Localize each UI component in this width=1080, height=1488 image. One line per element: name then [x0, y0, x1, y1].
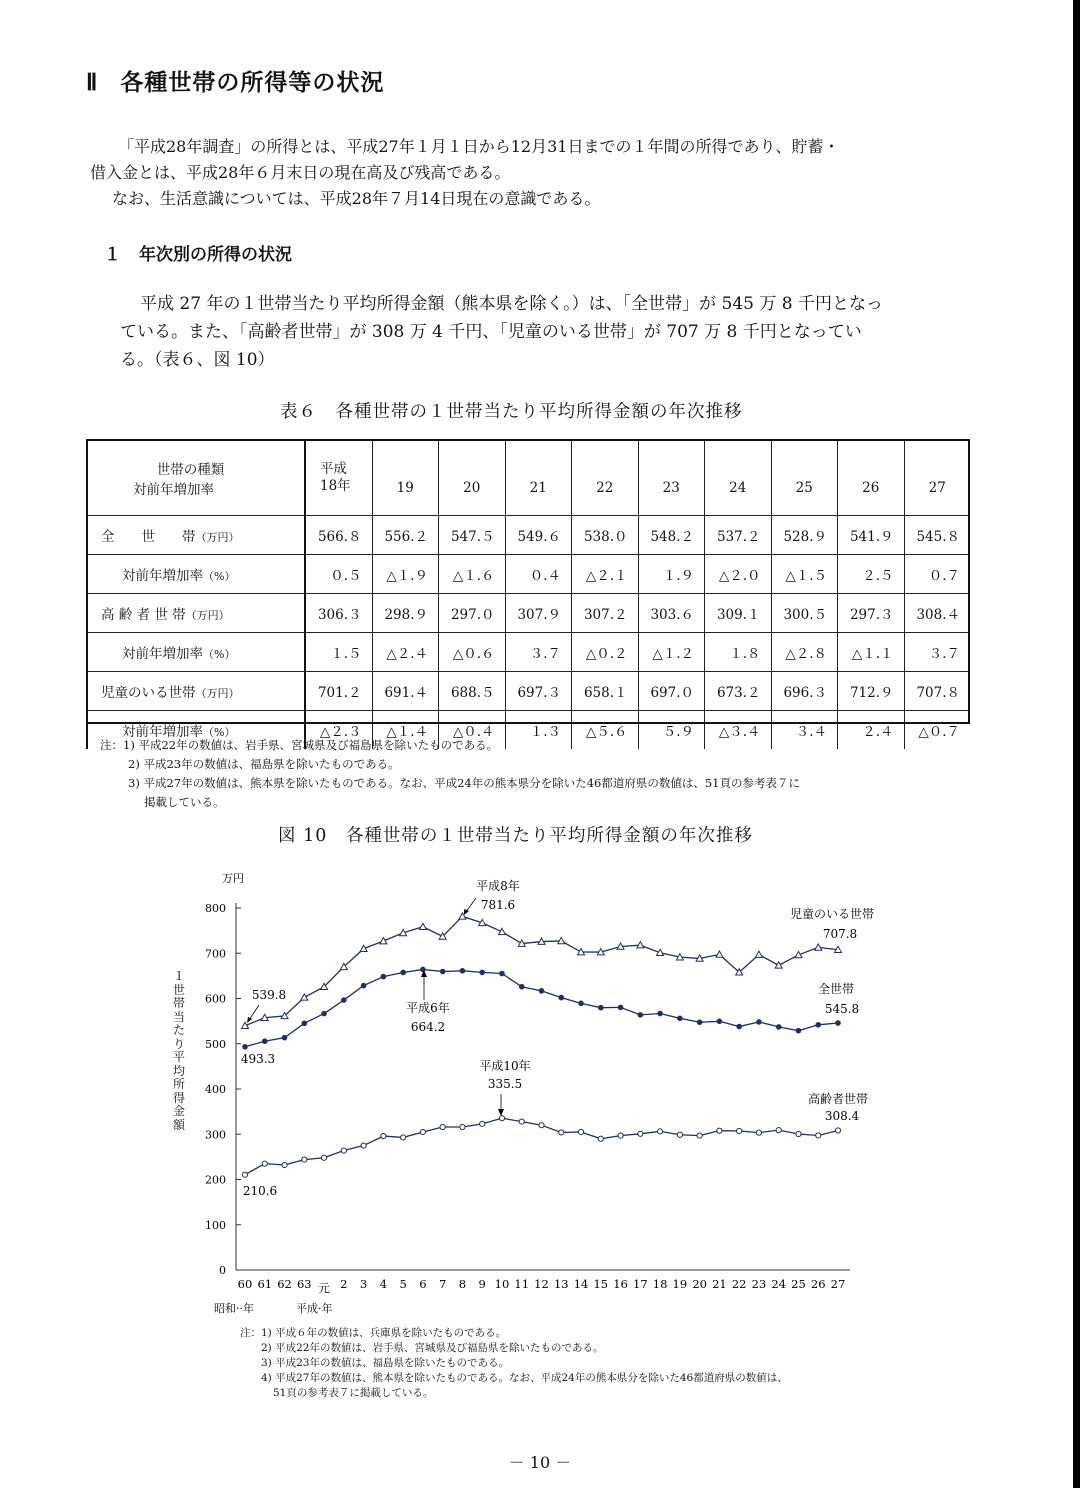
- table-cell: △２.１: [572, 555, 639, 594]
- data-point: [301, 994, 308, 1000]
- x-tick-label: 2: [340, 1277, 348, 1291]
- table-cell: △０.４: [439, 711, 506, 750]
- table-cell: 566.８: [305, 516, 372, 555]
- header-year-text: 26: [862, 480, 880, 496]
- table-note-1: 注：1) 平成22年の数値は、岩手県、宮城県及び福島県を除いたものである。: [100, 738, 499, 752]
- annotation-heisei6: 平成6年: [406, 1001, 450, 1015]
- header-label-line: 世帯の種類: [156, 462, 225, 478]
- x-tick-label: 22: [731, 1277, 747, 1291]
- y-tick-label: 0: [219, 1264, 226, 1277]
- table-cell: 712.９: [838, 672, 905, 711]
- table-row: [87, 516, 970, 555]
- data-point: [341, 1148, 346, 1153]
- data-point: [499, 971, 505, 977]
- y-tick-label: 100: [205, 1218, 226, 1232]
- x-tick-label: 19: [672, 1277, 688, 1291]
- header-year-cell: [572, 441, 639, 516]
- data-point: [400, 970, 406, 976]
- figure-note-3: 3) 平成23年の数値は、福島県を除いたものである。: [261, 1357, 509, 1369]
- row-label-cell: [87, 672, 305, 711]
- table-cell: △２.０: [705, 555, 772, 594]
- table-cell: １.５: [305, 633, 372, 672]
- x-tick-label: 8: [458, 1277, 467, 1291]
- data-point: [361, 1143, 366, 1148]
- income-line-chart: [0, 860, 1080, 1340]
- header-year-cell: [904, 441, 970, 516]
- data-point: [262, 1038, 268, 1044]
- x-tick-label: 5: [399, 1277, 407, 1291]
- data-point: [381, 974, 387, 980]
- y-tick-label: 600: [205, 992, 226, 1006]
- data-point: [420, 967, 426, 973]
- body-paragraph: [120, 290, 990, 374]
- x-tick-label: 16: [613, 1277, 628, 1291]
- annotation-arrow: [466, 898, 476, 912]
- row-label-cell: [87, 555, 305, 594]
- table-cell: ２.５: [838, 555, 905, 594]
- data-point: [558, 995, 564, 1001]
- data-point: [756, 1130, 761, 1135]
- table-cell: 541.９: [838, 516, 905, 555]
- data-point: [479, 970, 485, 976]
- table-cell: △１.５: [771, 555, 838, 594]
- data-point: [302, 1021, 308, 1027]
- body-line-2: ている。また、「高齢者世帯」が 308 万 4 千円、「児童のいる世帯」が 707 万 8 千円となってい: [120, 322, 862, 342]
- data-point: [539, 988, 545, 994]
- data-point: [480, 1121, 485, 1126]
- data-point: [618, 1133, 623, 1138]
- data-point: [815, 1022, 821, 1028]
- row-label: 児童のいる世帯: [101, 685, 196, 701]
- table-cell: 300.５: [771, 594, 838, 633]
- header-year-text: 22: [596, 480, 614, 496]
- figure-note-4: 4) 平成27年の数値は、熊本県を除いたものである。なお、平成24年の熊本県分を除いた46都道府県の数値は、: [261, 1372, 788, 1384]
- intro-line-1: 「平成28年調査」の所得とは、平成27年１月１日から12月31日までの１年間の所得であり、貯蓄・: [118, 137, 840, 156]
- table-row: [87, 555, 970, 594]
- table-cell: △５.６: [572, 711, 639, 750]
- x-tick-label: 14: [573, 1277, 589, 1291]
- row-label-cell: [87, 633, 305, 672]
- x-tick-label: 11: [514, 1277, 530, 1291]
- table-cell: 697.３: [505, 672, 572, 711]
- x-tick-label: 25: [791, 1277, 806, 1291]
- header-year-cell: [505, 441, 572, 516]
- data-point: [776, 1128, 781, 1133]
- body-line-1: 平成 27 年の１世帯当たり平均所得金額（熊本県を除く。）は、「全世帯」が 545 万 8 千円となっ: [140, 294, 883, 314]
- data-point: [598, 1005, 604, 1011]
- section-title: [86, 64, 384, 97]
- annotation-arrowhead: [498, 1109, 504, 1116]
- table-cell: 297.３: [838, 594, 905, 633]
- header-label-line: 対前年増加率: [133, 482, 214, 498]
- header-year-text: 25: [795, 480, 813, 496]
- annotation-493-3: 493.3: [240, 1052, 276, 1066]
- header-year-text: 24: [729, 480, 747, 496]
- table-cell: △０.２: [572, 633, 639, 672]
- table-cell: 547.５: [439, 516, 506, 555]
- row-unit: （万円）: [195, 531, 240, 544]
- header-year-text: 23: [662, 480, 680, 496]
- table-caption: 表６ 各種世帯の１世帯当たり平均所得金額の年次推移: [280, 402, 743, 422]
- table-cell: △１.４: [372, 711, 439, 750]
- annotation-arrow: [249, 1005, 259, 1020]
- row-unit: （%）: [203, 648, 236, 661]
- row-unit: （%）: [203, 726, 236, 739]
- y-tick-label: 700: [205, 947, 226, 961]
- header-label-cell: [87, 441, 305, 516]
- y-tick-label: 800: [205, 902, 226, 915]
- row-label-cell: [87, 594, 305, 633]
- table-cell: △３.４: [705, 711, 772, 750]
- data-point: [578, 1129, 583, 1134]
- data-point: [716, 951, 723, 957]
- data-point: [381, 1133, 386, 1138]
- x-tick-label: 17: [633, 1277, 648, 1291]
- table-row: [87, 594, 970, 633]
- data-point: [755, 951, 762, 957]
- table-note-3: 3) 平成27年の数値は、熊本県を除いたものである。なお、平成24年の熊本県分を除いた46都道府県の数値は、51頁の参考表７に: [128, 776, 800, 790]
- annotation-arrowhead: [464, 909, 469, 915]
- x-tick-label: 7: [439, 1277, 447, 1291]
- intro-line-2: 借入金とは、平成28年６月末日の現在高及び残高である。: [90, 163, 511, 182]
- data-point: [697, 1019, 703, 1025]
- data-point: [499, 1116, 504, 1121]
- table-cell: △１.９: [372, 555, 439, 594]
- section-number: Ⅱ: [86, 70, 99, 95]
- table-cell: 707.８: [904, 672, 970, 711]
- x-tick-label: 62: [277, 1277, 292, 1291]
- data-point: [242, 1044, 248, 1050]
- header-year-cell: [372, 441, 439, 516]
- y-unit-label: 万円: [222, 872, 244, 885]
- table-cell: 297.０: [439, 594, 506, 633]
- data-point: [598, 1136, 603, 1141]
- table-cell: ０.５: [305, 555, 372, 594]
- table-cell: 303.６: [638, 594, 705, 633]
- table-cell: １.９: [638, 555, 705, 594]
- intro-paragraph: [90, 134, 990, 212]
- annotation-545-8: 545.8: [824, 1002, 860, 1016]
- annotation-elderly-households: 高齢者世帯: [807, 1092, 869, 1106]
- data-point: [796, 1131, 801, 1136]
- table-cell: 556.２: [372, 516, 439, 555]
- row-label-cell: [87, 516, 305, 555]
- annotation-210-6: 210.6: [242, 1184, 278, 1198]
- header-year-text: 18年: [320, 478, 351, 494]
- header-year-text: 19: [396, 480, 414, 496]
- table-cell: 537.２: [705, 516, 772, 555]
- figure-note-2: 2) 平成22年の数値は、岩手県、宮城県及び福島県を除いたものである。: [261, 1342, 604, 1354]
- table-cell: △１.２: [638, 633, 705, 672]
- intro-line-3: なお、生活意識については、平成28年７月14日現在の意識である。: [112, 189, 601, 208]
- table-cell: △２.３: [305, 711, 372, 750]
- header-year-text: 20: [463, 480, 481, 496]
- table-cell: 307.２: [572, 594, 639, 633]
- data-point: [775, 962, 782, 968]
- header-year-cell: [838, 441, 905, 516]
- series-line-0: [245, 916, 838, 1025]
- data-point: [460, 1124, 465, 1129]
- table-cell: 673.２: [705, 672, 772, 711]
- table-cell: 538.０: [572, 516, 639, 555]
- data-point: [440, 969, 446, 975]
- annotation-781-6: 781.6: [480, 898, 516, 912]
- data-point: [559, 1130, 564, 1135]
- table-header-row: [87, 441, 970, 516]
- data-point: [440, 1124, 445, 1129]
- data-point: [618, 1005, 624, 1011]
- annotation-arrowhead: [247, 1017, 252, 1023]
- x-tick-label: 21: [712, 1277, 727, 1291]
- table-notes: [100, 736, 800, 812]
- table-cell: 549.６: [505, 516, 572, 555]
- table-cell: △１.１: [838, 633, 905, 672]
- figure-note-5: 51頁の参考表７に掲載している。: [273, 1387, 434, 1399]
- data-point: [419, 923, 426, 929]
- table-cell: 307.９: [505, 594, 572, 633]
- data-point: [717, 1128, 722, 1133]
- annotation-child-households: 児童のいる世帯: [789, 907, 875, 921]
- table-row: [87, 672, 970, 711]
- annotation-308-4: 308.4: [824, 1109, 860, 1123]
- table-cell: 688.５: [439, 672, 506, 711]
- data-point: [302, 1157, 307, 1162]
- data-point: [677, 1132, 682, 1137]
- y-tick-label: 300: [205, 1128, 226, 1142]
- data-point: [677, 1016, 683, 1022]
- subsection-number: １: [104, 245, 121, 265]
- row-label: 対前年増加率: [122, 568, 203, 584]
- data-point: [341, 997, 347, 1003]
- data-point: [361, 983, 367, 989]
- header-year-text: 21: [529, 480, 547, 496]
- section-title-text: 各種世帯の所得等の状況: [120, 69, 385, 96]
- y-tick-label: 200: [205, 1173, 226, 1187]
- annotation-664-2: 664.2: [410, 1020, 446, 1034]
- figure-note-1: 注：1) 平成６年の数値は、兵庫県を除いたものである。: [240, 1327, 507, 1339]
- data-point: [717, 1019, 723, 1025]
- data-point: [816, 1133, 821, 1138]
- x-tick-label: 12: [534, 1277, 549, 1291]
- data-point: [460, 968, 466, 974]
- table-cell: ３.７: [505, 633, 572, 672]
- annotation-heisei10: 平成10年: [479, 1059, 531, 1073]
- x-tick-label: 元: [318, 1281, 330, 1295]
- data-point: [796, 1028, 802, 1034]
- table-cell: 306.３: [305, 594, 372, 633]
- table-cell: ０.４: [505, 555, 572, 594]
- table-cell: △１.６: [439, 555, 506, 594]
- row-label: 高 齢 者 世 帯: [101, 607, 186, 623]
- data-point: [835, 1128, 840, 1133]
- table-cell: △０.７: [904, 711, 970, 750]
- row-unit: （万円）: [195, 687, 240, 700]
- data-point: [262, 1161, 267, 1166]
- data-point: [776, 1024, 782, 1030]
- table-cell: 658.１: [572, 672, 639, 711]
- x-tick-label: 3: [359, 1277, 368, 1291]
- data-point: [519, 984, 525, 990]
- x-tick-label: 27: [830, 1277, 846, 1291]
- data-point: [420, 1129, 425, 1134]
- header-year-cell: [305, 441, 372, 516]
- y-tick-label: 500: [205, 1037, 226, 1051]
- figure-notes: [240, 1326, 788, 1401]
- table-row: [87, 633, 970, 672]
- table-cell: ０.７: [904, 555, 970, 594]
- table-cell: 696.３: [771, 672, 838, 711]
- data-point: [736, 1024, 742, 1030]
- header-year-text: 平成: [320, 461, 347, 477]
- table-cell: 528.９: [771, 516, 838, 555]
- subsection-title: [104, 240, 292, 265]
- income-table: [86, 440, 970, 749]
- chart-ylabel: １世帯当たり平均所得金額: [172, 969, 185, 1132]
- data-point: [539, 1123, 544, 1128]
- data-point: [401, 1135, 406, 1140]
- data-point: [657, 1011, 663, 1017]
- table-cell: 545.８: [904, 516, 970, 555]
- annotation-heisei8: 平成8年: [476, 879, 520, 893]
- row-unit: （%）: [203, 570, 236, 583]
- header-year-text: 27: [928, 480, 946, 496]
- data-point: [321, 1011, 327, 1017]
- annotation-all-households: 全世帯: [817, 982, 855, 996]
- data-point: [638, 1012, 644, 1018]
- table-cell: １.３: [505, 711, 572, 750]
- y-tick-label: 400: [205, 1083, 226, 1096]
- data-point: [658, 1129, 663, 1134]
- x-tick-label: 24: [771, 1277, 787, 1291]
- table-cell: △２.４: [372, 633, 439, 672]
- table-cell: ２.４: [838, 711, 905, 750]
- table-cell: １.８: [705, 633, 772, 672]
- row-label: 全 世 帯: [101, 529, 196, 545]
- annotation-707-8: 707.8: [822, 927, 858, 941]
- table-cell: 697.０: [638, 672, 705, 711]
- x-tick-label: 6: [419, 1277, 427, 1291]
- figure-caption: 図 10 各種世帯の１世帯当たり平均所得金額の年次推移: [278, 826, 753, 846]
- data-point: [242, 1172, 247, 1177]
- table-cell: 298.９: [372, 594, 439, 633]
- series-line-1: [245, 969, 838, 1046]
- header-year-cell: [771, 441, 838, 516]
- data-point: [321, 1155, 326, 1160]
- x-tick-label: 26: [810, 1277, 826, 1291]
- x-tick-label: 60: [237, 1277, 253, 1291]
- table-cell: ３.７: [904, 633, 970, 672]
- table-cell: 308.４: [904, 594, 970, 633]
- table-cell: △０.６: [439, 633, 506, 672]
- x-tick-label: 63: [296, 1277, 312, 1291]
- body-line-3: る。（表６、図 10）: [120, 350, 275, 370]
- data-point: [835, 1020, 841, 1026]
- table-cell: ３.４: [771, 711, 838, 750]
- data-point: [282, 1035, 288, 1041]
- annotation-539-8: 539.8: [251, 988, 287, 1002]
- table-cell: 691.４: [372, 672, 439, 711]
- x-tick-label: 13: [553, 1277, 569, 1291]
- page-number: － 10 －: [508, 1453, 572, 1472]
- data-point: [638, 1131, 643, 1136]
- data-point: [498, 928, 505, 934]
- x-tick-label: 23: [751, 1277, 767, 1291]
- annotation-335-5: 335.5: [487, 1077, 523, 1091]
- data-point: [282, 1162, 287, 1167]
- x-tick-label: 4: [379, 1277, 388, 1291]
- x-tick-label: 18: [652, 1277, 668, 1291]
- x-tick-label: 10: [494, 1277, 510, 1291]
- data-point: [519, 1119, 524, 1124]
- x-tick-label: 9: [478, 1277, 486, 1291]
- row-label: 対前年増加率: [122, 724, 203, 740]
- table-cell: 701.２: [305, 672, 372, 711]
- table-cell: △２.８: [771, 633, 838, 672]
- data-point: [697, 1133, 702, 1138]
- row-label: 対前年増加率: [122, 646, 203, 662]
- table-cell: ５.９: [638, 711, 705, 750]
- x-tick-label: 20: [692, 1277, 707, 1291]
- subsection-title-text: 年次別の所得の状況: [139, 245, 292, 265]
- data-point: [756, 1019, 762, 1025]
- era-label-showa: 昭和··年: [214, 1302, 254, 1315]
- header-year-cell: [705, 441, 772, 516]
- header-year-cell: [439, 441, 506, 516]
- table-note-4: 掲載している。: [144, 795, 225, 809]
- x-tick-label: 15: [593, 1277, 609, 1291]
- era-label-heisei: 平成·年: [296, 1302, 333, 1315]
- data-point: [737, 1128, 742, 1133]
- table-note-2: 2) 平成23年の数値は、福島県を除いたものである。: [128, 757, 400, 771]
- table-cell: 548.２: [638, 516, 705, 555]
- data-point: [578, 1001, 584, 1007]
- x-tick-label: 61: [257, 1277, 273, 1291]
- row-unit: （万円）: [185, 609, 230, 622]
- table-cell: 309.１: [705, 594, 772, 633]
- header-year-cell: [638, 441, 705, 516]
